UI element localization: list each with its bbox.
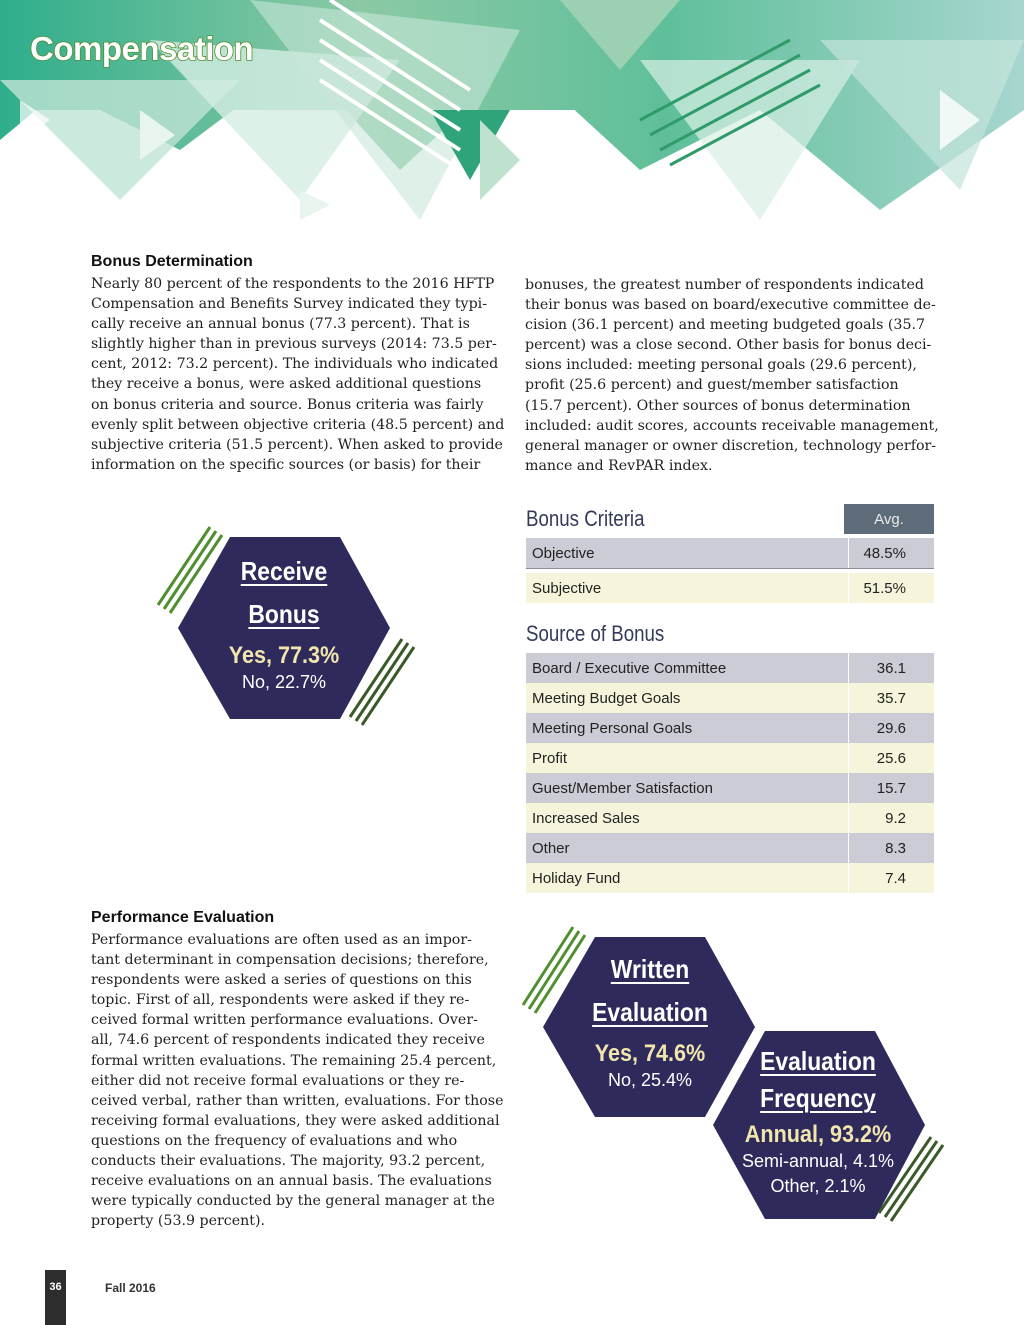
- row-label: Guest/Member Satisfaction: [526, 773, 849, 803]
- text-line: evenly split between objective criteria (48.5 percent) and: [91, 416, 505, 433]
- row-value: 51.5%: [863, 579, 906, 597]
- table-row: [526, 743, 934, 774]
- text-line: questions on the frequency of evaluations and who: [91, 1132, 458, 1149]
- bonus-determination-col1: [91, 274, 504, 475]
- row-value: 7.4: [885, 869, 906, 887]
- hex-title-line2: Bonus: [248, 599, 320, 629]
- text-line: their bonus was based on board/executive committee de-: [525, 297, 936, 314]
- text-line: all, 74.6 percent of respondents indicated they receive: [91, 1032, 485, 1049]
- row-label: Profit: [526, 743, 849, 773]
- text-line: either did not receive formal evaluations or they re-: [91, 1072, 465, 1089]
- text-line: cally receive an annual bonus (77.3 percent). That is: [91, 316, 470, 333]
- hex-no-value: No, 22.7%: [241, 672, 327, 692]
- hex-title-line1: Evaluation: [760, 1046, 876, 1076]
- footer-page-tab: [45, 1270, 66, 1325]
- row-label: Other: [526, 833, 849, 863]
- text-line: general manager or owner discretion, technology perfor-: [525, 437, 937, 454]
- row-label: Subjective: [526, 573, 849, 603]
- text-line: percent) was a close second. Other basis for bonus deci-: [525, 337, 932, 354]
- table-row: [526, 863, 934, 893]
- text-line: information on the specific sources (or basis) for their: [91, 456, 481, 473]
- hex-other-value: Other, 2.1%: [770, 1176, 866, 1196]
- evaluation-frequency-text: [718, 1043, 918, 1199]
- performance-evaluation-body: [91, 930, 503, 1231]
- text-line: sions included: meeting personal goals (29.6 percent),: [525, 357, 917, 374]
- text-line: cent, 2012: 73.2 percent). The individuals who indicated: [91, 356, 499, 373]
- table-row: [526, 538, 934, 569]
- row-label: Meeting Budget Goals: [526, 683, 849, 713]
- row-label: Objective: [526, 538, 849, 568]
- section-title: Compensation: [30, 30, 254, 67]
- table-row: [526, 803, 934, 834]
- row-label: Meeting Personal Goals: [526, 713, 849, 743]
- text-line: profit (25.6 percent) and guest/member satisfaction: [525, 377, 899, 394]
- text-line: property (53.9 percent).: [91, 1213, 266, 1230]
- text-line: topic. First of all, respondents were asked if they re-: [91, 992, 470, 1009]
- text-line: respondents were asked a series of questions on this: [91, 972, 472, 989]
- text-line: ceived formal written performance evaluations. Over-: [91, 1012, 478, 1029]
- text-line: they receive a bonus, were asked additional questions: [91, 376, 482, 393]
- bonus-determination-col2: [525, 275, 939, 476]
- row-value: 35.7: [876, 689, 906, 707]
- text-line: mance and RevPAR index.: [525, 457, 713, 474]
- page-number: 36: [49, 1281, 62, 1293]
- row-value: 48.5%: [863, 544, 906, 562]
- text-line: Performance evaluations are often used as an impor-: [91, 932, 472, 948]
- row-label: Holiday Fund: [526, 863, 849, 893]
- bonus-determination-heading: Bonus Determination: [91, 253, 253, 270]
- text-line: cision (36.1 percent) and meeting budgeted goals (35.7: [525, 317, 926, 334]
- table-row: [526, 573, 934, 603]
- hex-title-line2: Evaluation: [592, 997, 708, 1027]
- avg-column-header: Avg.: [844, 504, 934, 534]
- text-line: Nearly 80 percent of the respondents to the 2016 HFTP: [91, 276, 495, 292]
- row-value: 15.7: [876, 779, 906, 797]
- text-line: receive evaluations on an annual basis. The evaluations: [91, 1173, 492, 1190]
- table-row: [526, 653, 934, 684]
- performance-evaluation-heading: Performance Evaluation: [91, 909, 275, 926]
- hex-title-line2: Frequency: [760, 1083, 876, 1113]
- hex-yes-value: Yes, 77.3%: [228, 642, 340, 669]
- bonus-criteria-title: Bonus Criteria: [526, 506, 645, 531]
- text-line: conducts their evaluations. The majority, 93.2 percent,: [91, 1153, 486, 1170]
- text-line: formal written evaluations. The remaining 25.4 percent,: [91, 1052, 497, 1069]
- text-line: were typically conducted by the general manager at the: [91, 1193, 495, 1210]
- hex-title-line1: Written: [610, 954, 690, 984]
- text-line: bonuses, the greatest number of respondents indicated: [525, 277, 924, 293]
- hex-annual-value: Annual, 93.2%: [744, 1121, 892, 1148]
- text-line: Compensation and Benefits Survey indicated they typi-: [91, 296, 487, 313]
- table-row: [526, 683, 934, 714]
- row-value: 29.6: [876, 719, 906, 737]
- text-line: tant determinant in compensation decisions; therefore,: [91, 952, 489, 969]
- text-line: (15.7 percent). Other sources of bonus determination: [525, 397, 911, 414]
- text-line: ceived verbal, rather than written, evaluations. For those: [91, 1092, 504, 1109]
- row-label: Board / Executive Committee: [526, 653, 849, 683]
- hex-semi-annual-value: Semi-annual, 4.1%: [741, 1151, 895, 1171]
- row-value: 36.1: [876, 659, 906, 677]
- text-line: slightly higher than in previous surveys (2014: 73.5 per-: [91, 336, 497, 353]
- hex-title-line1: Receive: [240, 556, 328, 586]
- hex-no-value: No, 25.4%: [607, 1070, 693, 1090]
- table-row: [526, 833, 934, 864]
- table-row: [526, 773, 934, 804]
- text-line: on bonus criteria and source. Bonus criteria was fairly: [91, 396, 484, 413]
- row-value: 25.6: [876, 749, 906, 767]
- row-label: Increased Sales: [526, 803, 849, 833]
- source-of-bonus-title: Source of Bonus: [526, 621, 665, 646]
- hex-yes-value: Yes, 74.6%: [594, 1040, 706, 1067]
- issue-label: Fall 2016: [105, 1281, 156, 1295]
- text-line: subjective criteria (51.5 percent). When asked to provide: [91, 436, 503, 453]
- table-row: [526, 713, 934, 744]
- text-line: receiving formal evaluations, they were asked additional: [91, 1112, 500, 1129]
- text-line: included: audit scores, accounts receivable management,: [525, 417, 939, 434]
- receive-bonus-text: [184, 550, 384, 695]
- row-value: 8.3: [885, 839, 906, 857]
- row-value: 9.2: [885, 809, 906, 827]
